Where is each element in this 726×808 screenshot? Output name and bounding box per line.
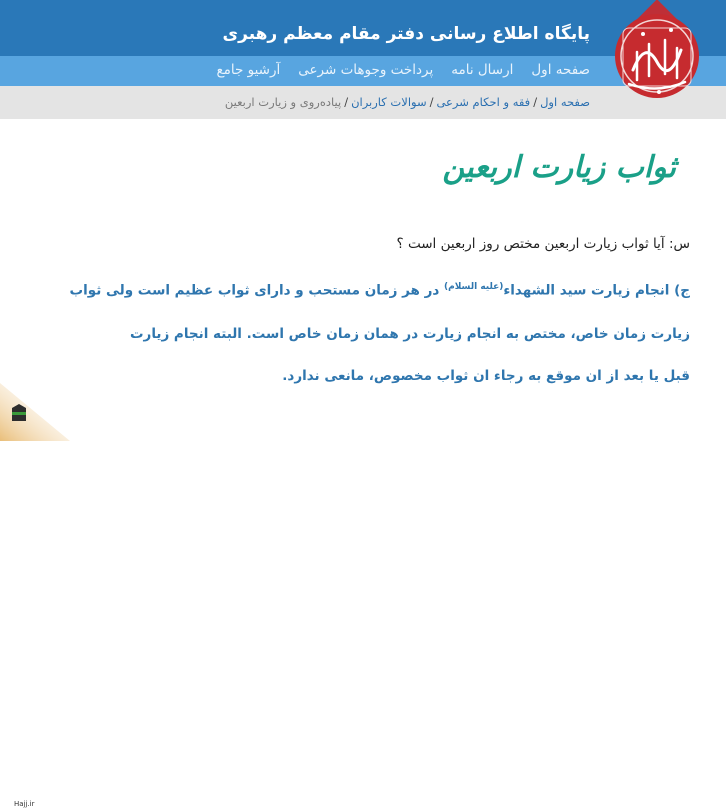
breadcrumb-separator: /	[533, 95, 538, 109]
nav-item-archive[interactable]: آرشیو جامع	[216, 62, 281, 78]
answer-line-3: قبل یا بعد از ان موقع به رجاء ان ثواب مخصوص، مانعی ندارد.	[282, 368, 690, 384]
answer-line-1-end: در هر زمان مستحب و دارای ثواب عظیم است ولی ثواب	[69, 282, 445, 299]
site-logo-seal[interactable]	[593, 0, 721, 114]
answer-line-1	[70, 282, 690, 299]
nav-item-send-letter[interactable]: ارسال نامه	[451, 62, 514, 78]
hajj-watermark	[0, 378, 70, 808]
article-title: ثواب زیارت اربعین	[442, 150, 676, 185]
breadcrumb	[225, 95, 590, 109]
honorific-superscript: (علیه السلام)	[444, 282, 504, 292]
nav-item-religious-payments[interactable]: پرداخت وجوهات شرعی	[298, 62, 434, 78]
site-title[interactable]: پایگاه اطلاع رسانی دفتر مقام معظم رهبری	[222, 24, 590, 44]
answer-line-2: زیارت زمان خاص، مختص به انجام زیارت در همان زمان خاص است. البته انجام زیارت	[129, 326, 690, 342]
hajj-logo-text: Hajj.ir	[14, 800, 35, 808]
nav-menu	[216, 62, 590, 78]
breadcrumb-separator: /	[429, 95, 434, 109]
breadcrumb-home[interactable]: صفحه اول	[540, 95, 590, 109]
breadcrumb-user-questions[interactable]: سوالات کاربران	[351, 95, 427, 109]
answer-line-1-start: ج) انجام زیارت سید الشهداء	[503, 282, 690, 299]
breadcrumb-fiqh[interactable]: فقه و احکام شرعی	[436, 95, 531, 109]
question-text: س: آیا ثواب زیارت اربعین مختص روز اربعین است ؟	[396, 236, 690, 252]
breadcrumb-current: پیاده‌روی و زیارت اربعین	[224, 95, 342, 109]
breadcrumb-separator: /	[344, 95, 349, 109]
nav-item-home[interactable]: صفحه اول	[531, 62, 590, 78]
